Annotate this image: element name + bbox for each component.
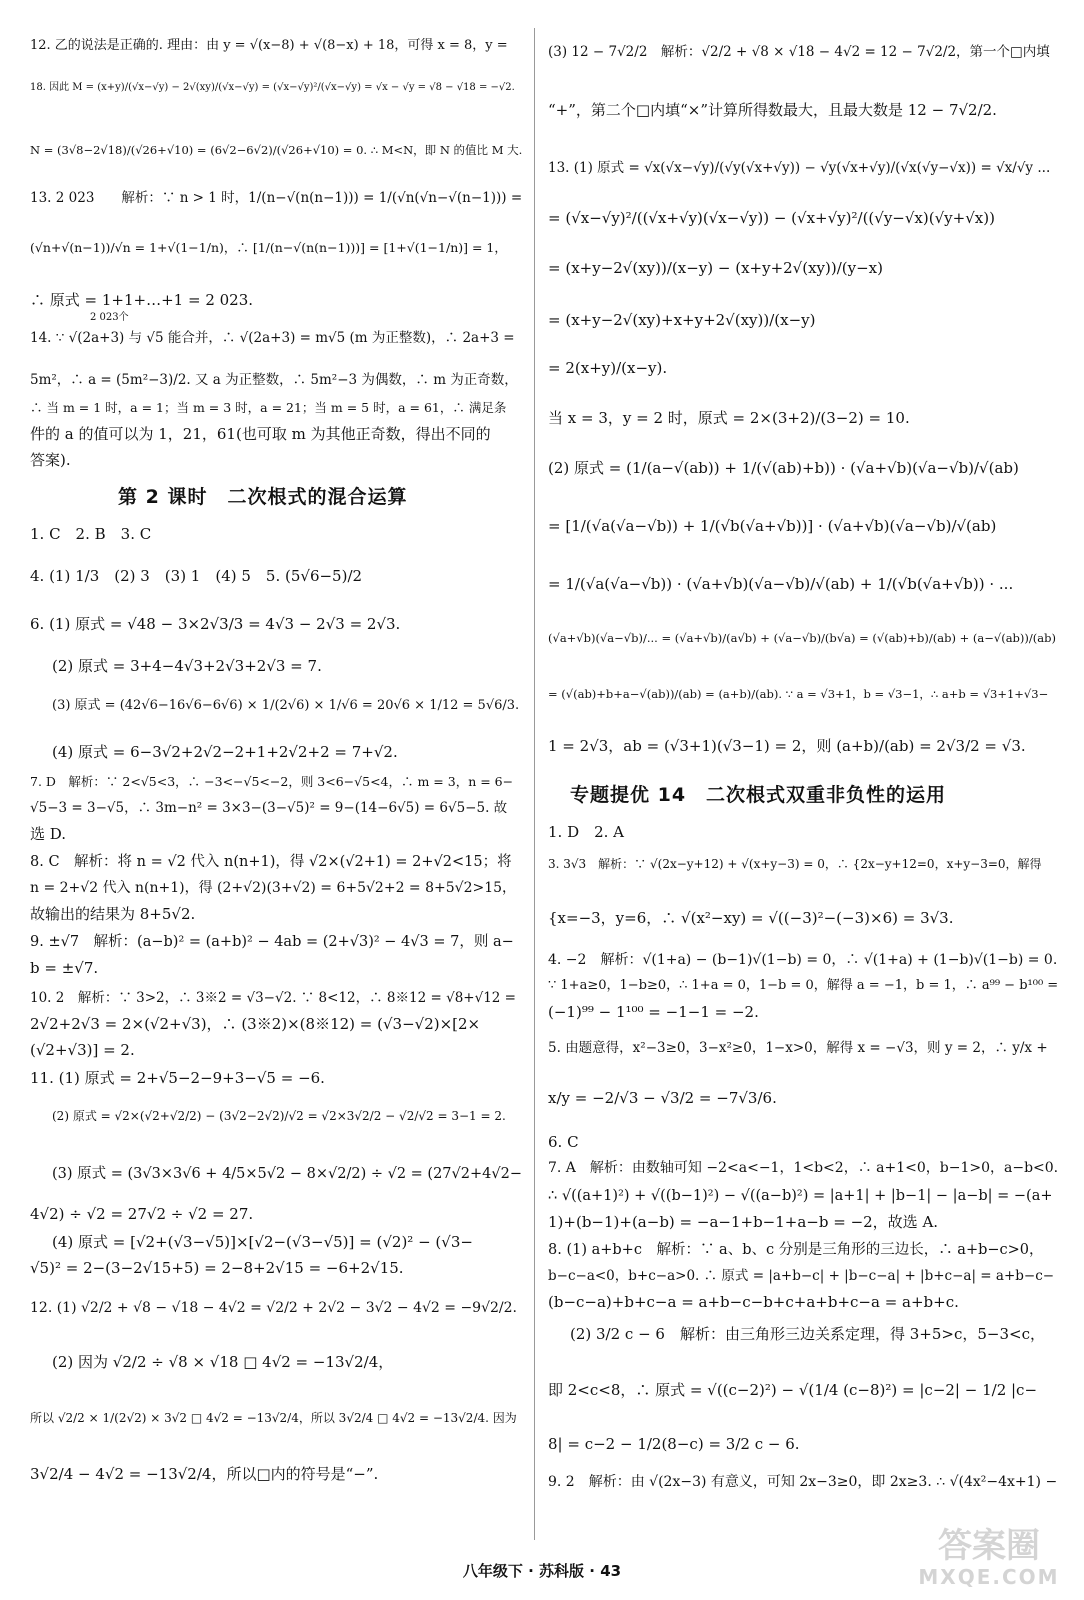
left-text-line: 所以 √2/2 × 1/(2√2) × 3√2 □ 4√2 = −13√2/4，所以 3√2/4 □ 4√2 = −13√2/4. 因为 — [30, 1411, 517, 1425]
left-text-line: (3) 原式 = (42√6−16√6−6√6) × 1/(2√6) × 1/√6 = 20√6 × 1/12 = 5√6/3. — [52, 698, 520, 713]
left-text-line: 10. 2 解析：∵ 3>2，∴ 3※2 = √3−√2. ∵ 8<12，∴ 8※12 = √8+√12 = — [30, 990, 516, 1006]
right-text-line: = 2(x+y)/(x−y). — [548, 359, 668, 377]
right-text-line: (2) 3/2 c − 6 解析：由三角形三边关系定理，得 3+5>c，5−3<c， — [570, 1325, 1045, 1343]
page-footer: 八年级下 · 苏科版 · 43 — [462, 1562, 622, 1580]
right-text-line: 4. −2 解析：√(1+a) − (b−1)√(1−b) = 0，∴ √(1+a) + (1−b)√(1−b) = 0. — [548, 952, 1058, 968]
right-text-line: 3. 3√3 解析：∵ √(2x−y+12) + √(x+y−3) = 0，∴ {2x−y+12=0，x+y−3=0，解得 — [548, 857, 1042, 871]
right-text-line: = (√(ab)+b+a−√(ab))/(ab) = (a+b)/(ab). ∵ a = √3+1，b = √3−1，∴ a+b = √3+1+√3− — [548, 687, 1049, 701]
right-text-line: 7. A 解析：由数轴可知 −2<a<−1，1<b<2，∴ a+1<0，b−1>0，a−b<0. — [548, 1160, 1059, 1176]
left-text-line: n = 2+√2 代入 n(n+1)，得 (2+√2)(3+√2) = 6+5√2+2 = 8+5√2>15， — [30, 880, 517, 896]
right-text-line: = (x+y−2√(xy)+x+y+2√(xy))/(x−y) — [548, 311, 816, 329]
right-text-line: 9. 2 解析：由 √(2x−3) 有意义，可知 2x−3≥0，即 2x≥3. ∴ √(4x²−4x+1) − — [548, 1474, 1058, 1490]
left-text-line: 14. ∵ √(2a+3) 与 √5 能合并，∴ √(2a+3) = m√5 (m 为正整数)，∴ 2a+3 = — [30, 330, 515, 346]
right-text-line: = (√x−√y)²/((√x+√y)(√x−√y)) − (√x+√y)²/((√y−√x)(√y+√x)) — [548, 209, 995, 227]
section-heading-topic-14: 专题提优 14 二次根式双重非负性的运用 — [570, 784, 947, 806]
right-text-line: 8| = c−2 − 1/2(8−c) = 3/2 c − 6. — [548, 1435, 800, 1453]
left-text-line: 1. C 2. B 3. C — [30, 525, 152, 543]
left-text-line: 7. D 解析：∵ 2<√5<3，∴ −3<−√5<−2，则 3<6−√5<4，∴ m = 3，n = 6− — [30, 774, 514, 789]
left-text-line: 2√2+2√3 = 2×(√2+√3)，∴ (3※2)×(8※12) = (√3−√2)×[2× — [30, 1015, 481, 1033]
watermark-logo-text: 答案圈 — [938, 1526, 1040, 1566]
left-text-line: 8. C 解析：将 n = √2 代入 n(n+1)，得 √2×(√2+1) = 2+√2<15；将 — [30, 854, 512, 870]
column-divider — [534, 28, 535, 1540]
right-text-line: 即 2<c<8，∴ 原式 = √((c−2)²) − √(1/4 (c−8)²) = |c−2| − 1/2 |c− — [548, 1381, 1038, 1399]
right-text-line: 1)+(b−1)+(a−b) = −a−1+b−1+a−b = −2，故选 A. — [548, 1213, 939, 1231]
left-text-line: 12. (1) √2/2 + √8 − √18 − 4√2 = √2/2 + 2√2 − 3√2 − 4√2 = −9√2/2. — [30, 1300, 517, 1316]
section-heading-lesson-2: 第 2 课时 二次根式的混合运算 — [118, 486, 408, 508]
left-text-line: (3) 原式 = (3√3×3√6 + 4/5×5√2 − 8×√2/2) ÷ √2 = (27√2+4√2− — [52, 1166, 522, 1182]
left-text-line: (4) 原式 = [√2+(√3−√5)]×[√2−(√3−√5)] = (√2)² − (√3− — [52, 1233, 473, 1251]
right-text-line: b−c−a<0，b+c−a>0. ∴ 原式 = |a+b−c| + |b−c−a| + |b+c−a| = a+b−c− — [548, 1268, 1055, 1284]
left-text-line: (√2+√3)] = 2. — [30, 1041, 135, 1059]
right-text-line: (2) 原式 = (1/(a−√(ab)) + 1/(√(ab)+b)) · (√a+√b)(√a−√b)/√(ab) — [548, 459, 1019, 477]
right-text-line: 5. 由题意得，x²−3≥0，3−x²≥0，1−x>0，解得 x = −√3，则 y = 2，∴ y/x + — [548, 1040, 1048, 1056]
left-text-line: 6. (1) 原式 = √48 − 3×2√3/3 = 4√3 − 2√3 = 2√3. — [30, 615, 401, 633]
site-watermark — [914, 1526, 1064, 1590]
left-text-line: (√n+√(n−1))/√n = 1+√(1−1/n)，∴ [1/(n−√(n(n−1)))] = [1+√(1−1/n)] = 1， — [30, 240, 507, 255]
left-text-line: 11. (1) 原式 = 2+√5−2−9+3−√5 = −6. — [30, 1069, 325, 1087]
left-text-line: 18. 因此 M = (x+y)/(√x−√y) − 2√(xy)/(√x−√y) = (√x−√y)²/(√x−√y) = √x − √y = √8 − √18 = −√2. — [30, 82, 515, 93]
left-text-line: 2 023个 — [90, 312, 129, 323]
left-text-line: 故输出的结果为 8+5√2. — [30, 905, 196, 923]
right-text-line: 13. (1) 原式 = √x(√x−√y)/(√y(√x+√y)) − √y(√x+√y)/(√x(√y−√x)) = √x/√y ... — [548, 160, 1051, 176]
left-text-line: 3√2/4 − 4√2 = −13√2/4，所以□内的符号是“−”. — [30, 1465, 379, 1483]
right-text-line: “+”，第二个□内填“×”计算所得数最大，且最大数是 12 − 7√2/2. — [548, 101, 997, 119]
right-text-line: = [1/(√a(√a−√b)) + 1/(√b(√a+√b))] · (√a+√b)(√a−√b)/√(ab) — [548, 517, 997, 535]
right-text-line: x/y = −2/√3 − √3/2 = −7√3/6. — [548, 1089, 777, 1107]
left-text-line: 4√2) ÷ √2 = 27√2 ÷ √2 = 27. — [30, 1205, 254, 1223]
right-text-line: 8. (1) a+b+c 解析：∵ a、b、c 分别是三角形的三边长，∴ a+b−c>0， — [548, 1242, 1044, 1258]
left-text-line: 13. 2 023 解析：∵ n > 1 时，1/(n−√(n(n−1))) = 1/(√n(√n−√(n−1))) = — [30, 190, 523, 206]
right-text-line: {x=−3，y=6，∴ √(x²−xy) = √((−3)²−(−3)×6) = 3√3. — [548, 909, 954, 927]
left-text-line: (2) 原式 = 3+4−4√3+2√3+2√3 = 7. — [52, 657, 322, 675]
left-text-line: √5−3 = 3−√5，∴ 3m−n² = 3×3−(3−√5)² = 9−(14−6√5) = 6√5−5. 故 — [30, 800, 508, 816]
right-text-line: 1 = 2√3，ab = (√3+1)(√3−1) = 2，则 (a+b)/(ab) = 2√3/2 = √3. — [548, 737, 1026, 755]
left-text-line: (2) 原式 = √2×(√2+√2/2) − (3√2−2√2)/√2 = √2×3√2/2 − √2/√2 = 3−1 = 2. — [52, 1109, 506, 1123]
left-text-line: 答案). — [30, 451, 71, 469]
left-text-line: 5m²，∴ a = (5m²−3)/2. 又 a 为正整数，∴ 5m²−3 为偶数，∴ m 为正奇数， — [30, 372, 518, 388]
left-text-line: ∴ 当 m = 1 时，a = 1；当 m = 3 时，a = 21；当 m = 5 时，a = 61，∴ 满足条 — [30, 400, 507, 415]
left-text-line: 9. ±√7 解析：(a−b)² = (a+b)² − 4ab = (2+√3)² − 4√3 = 7，则 a− — [30, 934, 514, 950]
right-text-line: 6. C — [548, 1133, 579, 1151]
right-text-line: = 1/(√a(√a−√b)) · (√a+√b)(√a−√b)/√(ab) + 1/(√b(√a+√b)) · ... — [548, 575, 1014, 593]
right-text-line: (√a+√b)(√a−√b)/... = (√a+√b)/(a√b) + (√a−√b)/(b√a) = (√(ab)+b)/(ab) + (a−√(ab))/(ab) — [548, 631, 1056, 645]
right-text-line: (b−c−a)+b+c−a = a+b−c−b+c+a+b+c−a = a+b+c. — [548, 1293, 959, 1311]
right-text-line: (−1)⁹⁹ − 1¹⁰⁰ = −1−1 = −2. — [548, 1003, 759, 1021]
right-text-line: ∴ √((a+1)²) + √((b−1)²) − √((a−b)²) = |a+1| + |b−1| − |a−b| = −(a+ — [548, 1188, 1053, 1204]
right-text-line: 当 x = 3，y = 2 时，原式 = 2×(3+2)/(3−2) = 10. — [548, 409, 910, 427]
right-text-line: ∵ 1+a≥0，1−b≥0，∴ 1+a = 0，1−b = 0，解得 a = −1，b = 1，∴ a⁹⁹ − b¹⁰⁰ = — [548, 978, 1059, 993]
left-text-line: √5)² = 2−(3−2√15+5) = 2−8+2√15 = −6+2√15. — [30, 1259, 404, 1277]
left-text-line: 件的 a 的值可以为 1，21，61(也可取 m 为其他正奇数，得出不同的 — [30, 425, 491, 443]
left-text-line: 4. (1) 1/3 (2) 3 (3) 1 (4) 5 5. (5√6−5)/2 — [30, 567, 363, 585]
left-text-line: N = (3√8−2√18)/(√26+√10) = (6√2−6√2)/(√26+√10) = 0. ∴ M<N，即 N 的值比 M 大. — [30, 143, 523, 157]
left-text-line: 选 D. — [30, 825, 67, 843]
left-text-line: b = ±√7. — [30, 959, 99, 977]
left-text-line: (4) 原式 = 6−3√2+2√2−2+1+2√2+2 = 7+√2. — [52, 743, 398, 761]
watermark-domain: MXQE.COM — [918, 1565, 1060, 1589]
left-text-line: ∴ 原式 = 1+1+…+1 = 2 023. — [30, 291, 254, 309]
right-text-line: = (x+y−2√(xy))/(x−y) − (x+y+2√(xy))/(y−x) — [548, 259, 883, 277]
left-text-line: 12. 乙的说法是正确的. 理由：由 y = √(x−8) + √(8−x) + 18，可得 x = 8，y = — [30, 38, 508, 53]
left-text-line: (2) 因为 √2/2 ÷ √8 × √18 □ 4√2 = −13√2/4， — [52, 1353, 394, 1371]
right-text-line: (3) 12 − 7√2/2 解析：√2/2 + √8 × √18 − 4√2 = 12 − 7√2/2，第一个□内填 — [548, 44, 1050, 60]
right-text-line: 1. D 2. A — [548, 823, 625, 841]
